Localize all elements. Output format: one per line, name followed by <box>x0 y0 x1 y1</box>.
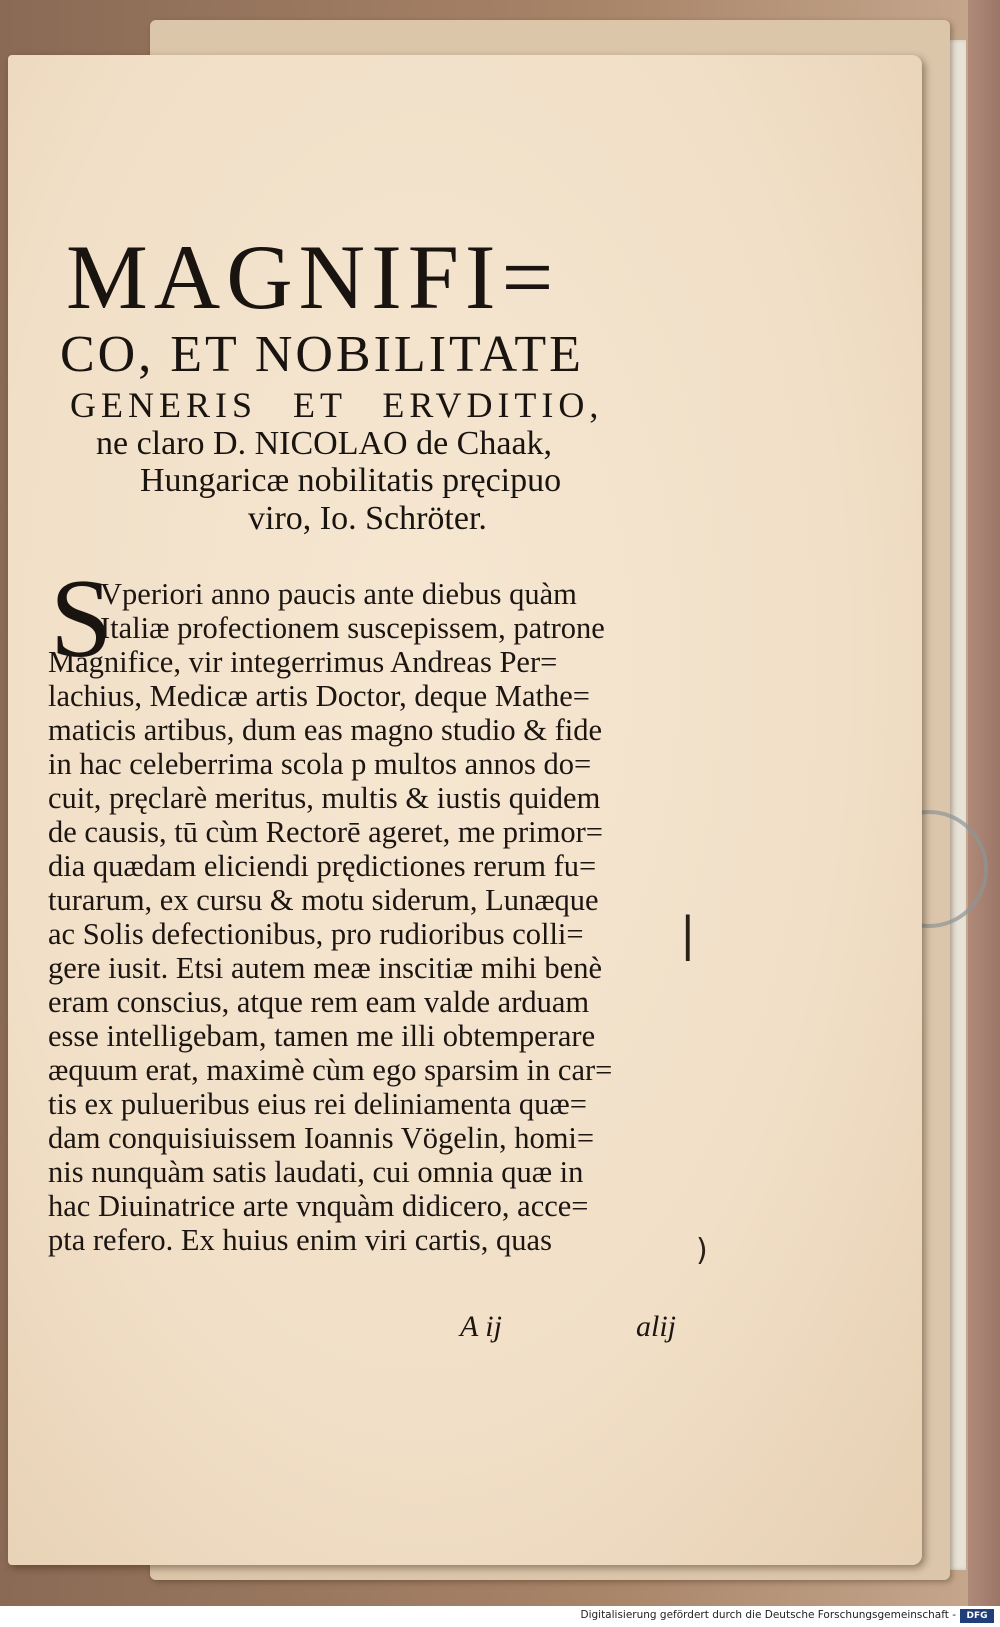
body-line: cuit, pręclarè meritus, multis & iustis quidem <box>48 781 601 815</box>
body-line: tis ex pulueribus eius rei deliniamenta quæ= <box>48 1087 587 1121</box>
body-line: dia quædam eliciendi prędictiones rerum fu= <box>48 849 597 883</box>
title-line-5: Hungaricæ nobilitatis pręcipuo <box>140 462 562 499</box>
body-line: pta refero. Ex huius enim viri cartis, quas <box>48 1223 552 1257</box>
book-page <box>8 55 922 1565</box>
body-line: æquum erat, maximè cùm ego sparsim in car= <box>48 1053 613 1087</box>
body-line: esse intelligebam, tamen me illi obtemperare <box>48 1019 596 1053</box>
dfg-logo: DFG <box>960 1609 994 1623</box>
title-line-6: viro, Io. Schröter. <box>248 500 487 537</box>
binding-board <box>968 0 1000 1606</box>
footer-credit: Digitalisierung gefördert durch die Deutsche Forschungsgemeinschaft - <box>580 1609 956 1621</box>
body-line: ac Solis defectionibus, pro rudioribus colli= <box>48 917 584 951</box>
body-line: turarum, ex cursu & motu siderum, Lunæque <box>48 883 599 917</box>
title-line-3: GENERIS ET ERVDITIO, <box>70 385 604 425</box>
body-line: Vperiori anno paucis ante diebus quàm <box>100 577 577 611</box>
title-line-2: CO, ET NOBILITATE <box>60 326 584 383</box>
body-line: lachius, Medicæ artis Doctor, deque Mathe= <box>48 679 590 713</box>
body-line: Italiæ profectionem suscepissem, patrone <box>100 611 605 645</box>
body-line: maticis artibus, dum eas magno studio & fide <box>48 713 602 747</box>
body-line: dam conquisiuissem Ioannis Vögelin, homi= <box>48 1121 595 1155</box>
body-line: Magnifice, vir integerrimus Andreas Per= <box>48 645 558 679</box>
margin-paren-mark: ) <box>696 1233 708 1268</box>
signature-mark: A ij <box>460 1310 502 1343</box>
body-line: eram conscius, atque rem eam valde arduam <box>48 985 590 1019</box>
margin-bracket-mark: | <box>680 907 696 961</box>
body-line: gere iusit. Etsi autem meæ inscitiæ mihi benè <box>48 951 602 985</box>
drop-capital: S <box>50 557 113 681</box>
body-line: de causis, tū cùm Rectorē ageret, me primor= <box>48 815 603 849</box>
body-line: in hac celeberrima scola p multos annos do= <box>48 747 592 781</box>
catchword: alij <box>636 1310 677 1343</box>
title-line-4: ne claro D. NICOLAO de Chaak, <box>96 425 553 462</box>
title-line-1: MAGNIFI= <box>66 226 560 328</box>
footer-bar <box>0 1606 1000 1627</box>
body-line: nis nunquàm satis laudati, cui omnia quæ in <box>48 1155 584 1189</box>
body-line: hac Diuinatrice arte vnquàm didicero, acce= <box>48 1189 589 1223</box>
